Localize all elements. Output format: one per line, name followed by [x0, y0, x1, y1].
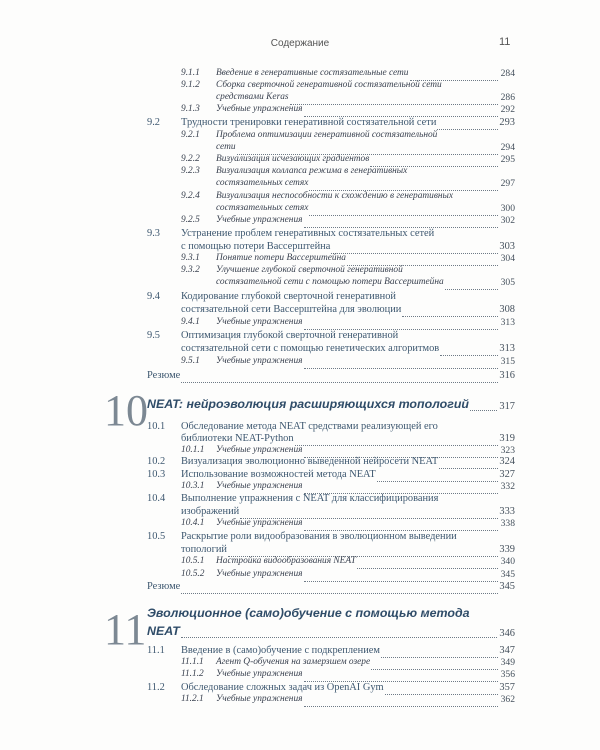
toc-section-entry[interactable] — [147, 433, 515, 445]
toc-leader-dots — [181, 624, 497, 638]
toc-page-number: 300 — [500, 203, 515, 214]
toc-entry-title: Визуализация эволюционно выведенной нейросети NEAT — [181, 456, 439, 467]
toc-section-entry[interactable] — [147, 330, 515, 342]
toc-leader-dots — [437, 118, 498, 130]
toc-subsection-entry[interactable] — [181, 569, 515, 581]
toc-entry-title: Выполнение упражнения с NEAT для классифицирования — [181, 493, 439, 504]
toc-leader-dots — [304, 216, 499, 228]
toc-page-number: 319 — [499, 433, 515, 444]
toc-entry-number: 9.2.3 — [181, 166, 200, 176]
toc-entry-number: 9.2 — [147, 117, 160, 128]
toc-subsection-entry[interactable] — [181, 166, 515, 178]
toc-entry-number: 9.1.2 — [181, 80, 200, 90]
toc-page-number: 293 — [499, 117, 515, 128]
toc-entry-title: Учебные упражнения — [216, 215, 303, 225]
toc-entry-number: 10.3.1 — [181, 481, 205, 491]
toc-chapter-title: Эволюционное (само)обучение с помощью метода — [147, 606, 470, 620]
toc-section-entry[interactable] — [147, 506, 515, 518]
toc-entry-title: Визуализация коллапса режима в генеративных — [216, 166, 408, 176]
toc-entry-title: состязательной сети с помощью генетических алгоритмов — [181, 343, 440, 354]
toc-chapter-entry[interactable] — [147, 606, 515, 621]
toc-entry-number: 10.4.1 — [181, 518, 205, 528]
running-header-title: Содержание — [270, 38, 330, 49]
toc-entry-title: Понятие потери Вассерштейна — [216, 253, 346, 263]
toc-page-number: 294 — [500, 142, 515, 153]
toc-entry-title: Учебные упражнения — [216, 518, 303, 528]
toc-section-entry[interactable] — [147, 343, 515, 355]
toc-entry-number: 10.4 — [147, 493, 166, 504]
toc-subsection-entry[interactable] — [181, 142, 515, 154]
toc-subsection-entry[interactable] — [181, 80, 515, 92]
toc-page-number: 313 — [499, 343, 515, 354]
toc-subsection-entry[interactable] — [181, 203, 515, 215]
chapter-number: 10 — [104, 386, 148, 435]
toc-entry-number: 11.2 — [147, 682, 165, 693]
toc-entry-number: 11.1 — [147, 645, 165, 656]
toc-page-number: 315 — [500, 356, 515, 367]
toc-subsection-entry[interactable] — [181, 277, 515, 289]
toc-leader-dots — [304, 670, 499, 682]
chapter-number: 11 — [104, 605, 147, 654]
toc-entry-title: состязательных сетях — [216, 178, 309, 188]
toc-entry-number: 9.3 — [147, 228, 160, 239]
toc-entry-number: 9.1.3 — [181, 104, 200, 114]
toc-entry-title: Обследование сложных задач из OpenAI Gym — [181, 682, 384, 693]
toc-subsection-entry[interactable] — [181, 253, 515, 265]
toc-page-number: 302 — [500, 215, 515, 226]
toc-leader-dots — [304, 105, 499, 117]
toc-page-number: 333 — [499, 506, 515, 517]
toc-chapter-title: NEAT — [147, 624, 180, 638]
toc-subsection-entry[interactable] — [181, 657, 515, 669]
toc-entry-title: Учебные упражнения — [216, 104, 303, 114]
toc-entry-title: средствами Keras — [216, 92, 289, 102]
toc-entry-title: Учебные упражнения — [216, 569, 303, 579]
toc-entry-title: Учебные упражнения — [216, 356, 303, 366]
toc-entry-title: состязательных сетях — [216, 203, 309, 213]
toc-entry-title: Визуализация неспособности к схождению в генеративных — [216, 191, 454, 201]
toc-subsection-entry[interactable] — [181, 518, 515, 530]
toc-page-number: 316 — [499, 370, 515, 381]
toc-entry-number: 9.3.1 — [181, 253, 200, 263]
toc-page-number: 327 — [499, 469, 515, 480]
toc-subsection-entry[interactable] — [181, 317, 515, 329]
toc-subsection-entry[interactable] — [181, 694, 515, 706]
toc-leader-dots — [445, 278, 498, 290]
toc-entry-title: Учебные упражнения — [216, 445, 303, 455]
toc-page-number: 339 — [499, 544, 515, 555]
toc-page-number: 340 — [500, 556, 515, 567]
toc-entry-number: 9.5.1 — [181, 356, 200, 366]
toc-section-entry[interactable] — [147, 421, 515, 433]
toc-entry-title: Улучшение глубокой сверточной генеративной — [216, 265, 403, 275]
toc-leader-dots — [470, 397, 497, 411]
toc-chapter-entry[interactable] — [147, 397, 515, 412]
toc-entry-title: Введение в генеративные состязательные сети — [216, 68, 409, 78]
toc-entry-number: 10.5 — [147, 531, 166, 542]
toc-subsection-entry[interactable] — [181, 215, 515, 227]
toc-entry-number: 10.2 — [147, 456, 166, 467]
toc-page-number: 295 — [500, 154, 515, 165]
toc-chapter-entry[interactable] — [147, 624, 515, 639]
toc-entry-title: Оптимизация глубокой сверточной генеративной — [181, 330, 399, 341]
toc-page-number: 317 — [499, 401, 515, 412]
toc-entry-number: 9.2.1 — [181, 130, 200, 140]
toc-section-entry[interactable] — [147, 531, 515, 543]
toc-section-entry[interactable] — [147, 117, 515, 129]
toc-chapter-title: NEAT: нейроэволюция расширяющихся топологий — [147, 397, 469, 411]
toc-entry-title: Учебные упражнения — [216, 317, 303, 327]
toc-page-number: 362 — [500, 694, 515, 705]
toc-page-number: 345 — [500, 569, 515, 580]
toc-section-entry[interactable] — [147, 469, 515, 481]
toc-entry-number: 10.1.1 — [181, 445, 205, 455]
toc-entry-number: 10.1 — [147, 421, 166, 432]
toc-leader-dots — [439, 457, 498, 469]
toc-subsection-entry[interactable] — [181, 104, 515, 116]
toc-page-number: 345 — [499, 581, 515, 592]
toc-section-entry[interactable] — [147, 291, 515, 303]
toc-section-entry[interactable] — [147, 304, 515, 316]
toc-entry-title: Учебные упражнения — [216, 669, 303, 679]
toc-entry-title: Учебные упражнения — [216, 481, 303, 491]
toc-entry-title: Раскрытие роли видообразования в эволюционном выведении — [181, 531, 457, 542]
toc-entry-number: 9.3.2 — [181, 265, 200, 275]
toc-leader-dots — [181, 371, 498, 383]
toc-entry-title: Использование возможностей метода NEAT — [181, 469, 376, 480]
toc-subsection-entry[interactable] — [181, 68, 515, 80]
toc-page-number: 292 — [500, 104, 515, 115]
toc-page-number: 305 — [500, 277, 515, 288]
toc-entry-title: Резюме — [147, 370, 181, 381]
toc-entry-number: 11.2.1 — [181, 694, 204, 704]
toc-page-number: 304 — [500, 253, 515, 264]
toc-leader-dots — [402, 305, 498, 317]
toc-page-number: 338 — [500, 518, 515, 529]
toc-page-number: 349 — [500, 657, 515, 668]
toc-section-entry[interactable] — [147, 645, 515, 657]
toc-summary-entry[interactable] — [147, 581, 515, 593]
toc-page-number: 297 — [500, 178, 515, 189]
running-header-page-number: 11 — [499, 36, 511, 48]
toc-subsection-entry[interactable] — [181, 265, 515, 277]
toc-section-entry[interactable] — [147, 493, 515, 505]
toc-subsection-entry[interactable] — [181, 481, 515, 493]
toc-entry-title: Устранение проблем генеративных состязательных сетей — [181, 228, 435, 239]
toc-entry-title: Обследование метода NEAT средствами реализующей его — [181, 421, 438, 432]
toc-entry-title: Кодирование глубокой сверточной генеративной — [181, 291, 396, 302]
toc-summary-entry[interactable] — [147, 370, 515, 382]
toc-section-entry[interactable] — [147, 228, 515, 240]
toc-leader-dots — [181, 582, 498, 594]
toc-entry-title: Агент Q-обучения на замерзшем озере — [216, 657, 371, 667]
toc-entry-number: 9.5 — [147, 330, 160, 341]
toc-page-number: 357 — [499, 682, 515, 693]
toc-page-number: 313 — [500, 317, 515, 328]
toc-entry-number: 11.1.1 — [181, 657, 204, 667]
toc-entry-number: 9.4 — [147, 291, 160, 302]
toc-page-number: 346 — [499, 628, 515, 639]
toc-subsection-entry[interactable] — [181, 191, 515, 203]
toc-entry-title: с помощью потери Вассерштейна — [181, 241, 331, 252]
toc-entry-number: 9.2.4 — [181, 191, 200, 201]
toc-subsection-entry[interactable] — [181, 556, 515, 568]
toc-entry-title: Учебные упражнения — [216, 694, 303, 704]
toc-entry-number: 9.2.5 — [181, 215, 200, 225]
toc-page-number: 347 — [499, 645, 515, 656]
toc-section-entry[interactable] — [147, 544, 515, 556]
toc-entry-number: 11.1.2 — [181, 669, 204, 679]
toc-entry-number: 10.5.2 — [181, 569, 205, 579]
toc-entry-number: 9.4.1 — [181, 317, 200, 327]
toc-entry-title: сети — [216, 142, 236, 152]
toc-leader-dots — [304, 519, 499, 531]
toc-entry-title: Проблема оптимизации генеративной состязательной — [216, 130, 438, 140]
toc-section-entry[interactable] — [147, 241, 515, 253]
toc-subsection-entry[interactable] — [181, 130, 515, 142]
toc-entry-title: состязательной сети с помощью потери Вассерштейна — [216, 277, 444, 287]
toc-entry-number: 10.5.1 — [181, 556, 205, 566]
toc-entry-title: библиотеки NEAT-Python — [181, 433, 294, 444]
toc-leader-dots — [304, 695, 499, 707]
toc-entry-number: 9.1.1 — [181, 68, 200, 78]
toc-page-number: 356 — [500, 669, 515, 680]
toc-entry-title: состязательной сети Вассерштейна для эволюции — [181, 304, 402, 315]
toc-leader-dots — [304, 357, 499, 369]
toc-section-entry[interactable] — [147, 682, 515, 694]
toc-leader-dots — [357, 557, 498, 569]
toc-leader-dots — [440, 344, 498, 356]
toc-subsection-entry[interactable] — [181, 154, 515, 166]
toc-subsection-entry[interactable] — [181, 356, 515, 368]
toc-entry-title: Введение в (само)обучение с подкреплением — [181, 645, 380, 656]
toc-leader-dots — [304, 318, 499, 330]
toc-entry-title: Визуализация исчезающих градиентов — [216, 154, 370, 164]
toc-page-number: 284 — [500, 68, 515, 79]
toc-section-entry[interactable] — [147, 456, 515, 468]
toc-entry-title: Резюме — [147, 581, 181, 592]
toc-subsection-entry[interactable] — [181, 92, 515, 104]
toc-entry-number: 9.2.2 — [181, 154, 200, 164]
toc-entry-title: изображений — [181, 506, 240, 517]
toc-page-number: 323 — [500, 445, 515, 456]
toc-subsection-entry[interactable] — [181, 669, 515, 681]
toc-leader-dots — [309, 179, 498, 191]
toc-page-number: 303 — [499, 241, 515, 252]
toc-entry-title: топологий — [181, 544, 227, 555]
toc-page-number: 286 — [500, 92, 515, 103]
toc-page-number: 332 — [500, 481, 515, 492]
toc-page-number: 324 — [499, 456, 515, 467]
toc-page-number: 308 — [499, 304, 515, 315]
toc-entry-title: Настройка видообразования NEAT — [216, 556, 357, 566]
toc-entry-number: 10.3 — [147, 469, 166, 480]
toc-entry-title: Трудности тренировки генеративной состязательной сети — [181, 117, 437, 128]
toc-subsection-entry[interactable] — [181, 178, 515, 190]
toc-entry-title: Сборка сверточной генеративной состязательной сети — [216, 80, 442, 90]
